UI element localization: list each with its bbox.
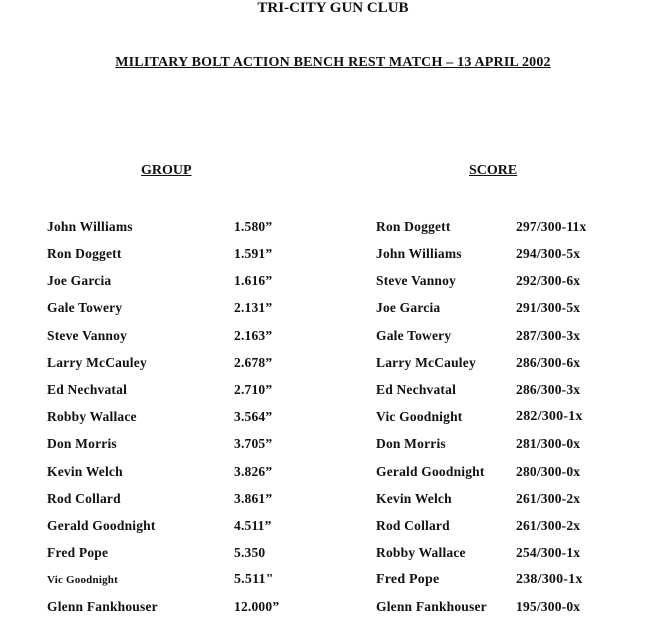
group-row-name: Kevin Welch	[47, 464, 123, 479]
group-row-name: Vic Goodnight	[47, 574, 118, 586]
score-row-name: Gale Towery	[376, 328, 452, 343]
score-row-name: Larry McCauley	[376, 355, 476, 370]
group-row-value: 12.000”	[234, 599, 280, 614]
group-row-value: 1.616”	[234, 273, 273, 288]
group-row-name: Fred Pope	[47, 545, 109, 560]
group-row-name: Glenn Fankhouser	[47, 599, 158, 614]
match-title: MILITARY BOLT ACTION BENCH REST MATCH – 13 APRIL 2002	[115, 55, 551, 70]
score-row-value: 238/300-1x	[516, 572, 583, 587]
score-row-value: 261/300-2x	[516, 491, 581, 506]
score-row-name: Robby Wallace	[376, 545, 466, 560]
score-row-name: John Williams	[376, 246, 462, 261]
score-row-name: Ed Nechvatal	[376, 382, 457, 397]
group-row-value: 1.591”	[234, 246, 273, 261]
score-row-value: 297/300-11x	[516, 219, 587, 234]
score-row-name: Don Morris	[376, 436, 446, 451]
group-row-value: 3.705”	[234, 436, 273, 451]
score-row-value: 281/300-0x	[516, 436, 581, 451]
score-row-value: 287/300-3x	[516, 328, 581, 343]
score-row-value: 282/300-1x	[516, 409, 583, 424]
group-row-name: Larry McCauley	[47, 355, 147, 370]
group-row-value: 5.511"	[234, 572, 274, 587]
group-row-value: 2.163”	[234, 328, 273, 343]
group-row-value: 5.350	[234, 545, 266, 560]
group-row-name: Gerald Goodnight	[47, 518, 156, 533]
group-heading: GROUP	[141, 163, 192, 178]
score-row-value: 286/300-3x	[516, 382, 581, 397]
score-row-name: Steve Vannoy	[376, 273, 457, 288]
score-row-value: 254/300-1x	[516, 545, 581, 560]
score-row-name: Rod Collard	[376, 518, 450, 533]
group-row-value: 3.826”	[234, 464, 273, 479]
group-row-name: Ed Nechvatal	[47, 382, 128, 397]
score-row-value: 261/300-2x	[516, 518, 581, 533]
score-row-value: 294/300-5x	[516, 246, 581, 261]
score-row-name: Ron Doggett	[376, 219, 451, 234]
score-row-name: Gerald Goodnight	[376, 464, 485, 479]
score-row-value: 286/300-6x	[516, 355, 581, 370]
group-row-value: 2.710”	[234, 382, 273, 397]
score-heading: SCORE	[469, 163, 518, 178]
score-row-value: 195/300-0x	[516, 599, 581, 614]
score-row-name: Joe Garcia	[376, 300, 441, 315]
score-row-value: 280/300-0x	[516, 464, 581, 479]
group-row-value: 2.131”	[234, 300, 273, 315]
score-row-name: Fred Pope	[376, 572, 440, 587]
score-row-value: 292/300-6x	[516, 273, 581, 288]
group-row-value: 1.580”	[234, 219, 273, 234]
group-row-name: John Williams	[47, 219, 133, 234]
group-row-name: Ron Doggett	[47, 246, 122, 261]
group-row-value: 3.861”	[234, 491, 273, 506]
group-row-name: Robby Wallace	[47, 409, 137, 424]
group-row-name: Steve Vannoy	[47, 328, 128, 343]
group-row-value: 3.564”	[234, 409, 273, 424]
group-row-value: 2.678”	[234, 355, 273, 370]
score-row-name: Vic Goodnight	[376, 409, 463, 424]
group-row-name: Rod Collard	[47, 491, 121, 506]
score-row-name: Kevin Welch	[376, 491, 452, 506]
club-title: TRI-CITY GUN CLUB	[257, 0, 409, 16]
score-row-value: 291/300-5x	[516, 300, 581, 315]
group-row-name: Don Morris	[47, 436, 117, 451]
group-row-value: 4.511”	[234, 518, 272, 533]
score-row-name: Glenn Fankhouser	[376, 599, 487, 614]
group-row-name: Joe Garcia	[47, 273, 112, 288]
group-row-name: Gale Towery	[47, 300, 123, 315]
